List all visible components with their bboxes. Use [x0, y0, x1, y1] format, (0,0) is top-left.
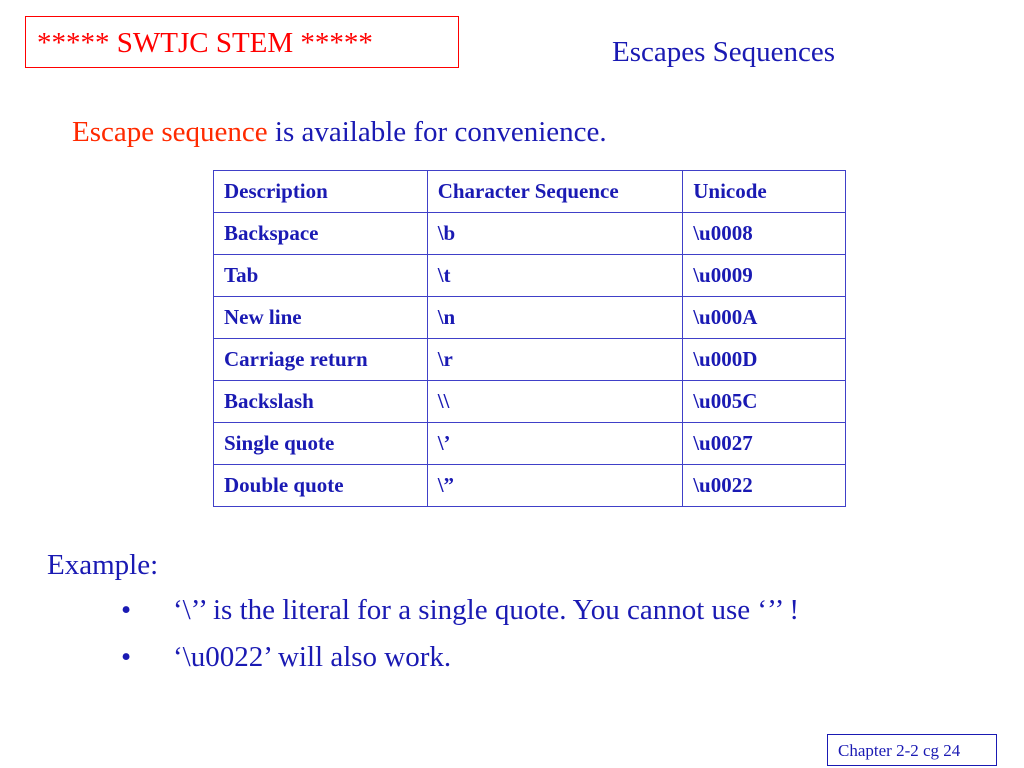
table-row: [214, 423, 846, 465]
cell-sequence: \r: [427, 339, 683, 381]
example-bullet: [121, 596, 799, 625]
cell-unicode: \u0009: [683, 255, 846, 297]
bullet-dot-icon: •: [121, 594, 132, 626]
cell-sequence: \n: [427, 297, 683, 339]
slide-title: Escapes Sequences: [612, 36, 836, 68]
table-row: [214, 381, 846, 423]
cell-sequence: \’: [427, 423, 683, 465]
cell-description: Backslash: [214, 381, 428, 423]
header-badge: ***** SWTJC STEM *****: [25, 16, 459, 68]
footer-page-label: Chapter 2-2 cg 24: [827, 734, 997, 766]
table-row: [214, 213, 846, 255]
cell-description: Tab: [214, 255, 428, 297]
cell-description: Backspace: [214, 213, 428, 255]
cell-unicode: \u000A: [683, 297, 846, 339]
cell-sequence: \b: [427, 213, 683, 255]
column-header-unicode: Unicode: [683, 171, 846, 213]
bullet-text: ‘\u0022’ will also work.: [173, 641, 452, 673]
example-bullet: [121, 643, 451, 672]
cell-unicode: \u0008: [683, 213, 846, 255]
table-row: [214, 297, 846, 339]
table-row: [214, 339, 846, 381]
cell-description: Single quote: [214, 423, 428, 465]
column-header-description: Description: [214, 171, 428, 213]
bullet-dot-icon: •: [121, 641, 132, 673]
cell-description: New line: [214, 297, 428, 339]
table-row: [214, 465, 846, 507]
cell-unicode: \u0022: [683, 465, 846, 507]
intro-accent: Escape sequence: [72, 116, 268, 148]
cell-sequence: \t: [427, 255, 683, 297]
table-header-row: [214, 171, 846, 213]
bullet-text: ‘\’’ is the literal for a single quote. You cannot use ‘’’ !: [173, 594, 800, 626]
intro-text: [72, 118, 607, 147]
cell-sequence: \\: [427, 381, 683, 423]
cell-sequence: \”: [427, 465, 683, 507]
example-label: Example:: [47, 549, 159, 581]
cell-description: Carriage return: [214, 339, 428, 381]
escape-table: [213, 170, 846, 507]
cell-unicode: \u000D: [683, 339, 846, 381]
table-row: [214, 255, 846, 297]
column-header-character-sequence: Character Sequence: [427, 171, 683, 213]
cell-description: Double quote: [214, 465, 428, 507]
intro-rest: is available for convenience.: [267, 116, 607, 148]
cell-unicode: \u005C: [683, 381, 846, 423]
cell-unicode: \u0027: [683, 423, 846, 465]
